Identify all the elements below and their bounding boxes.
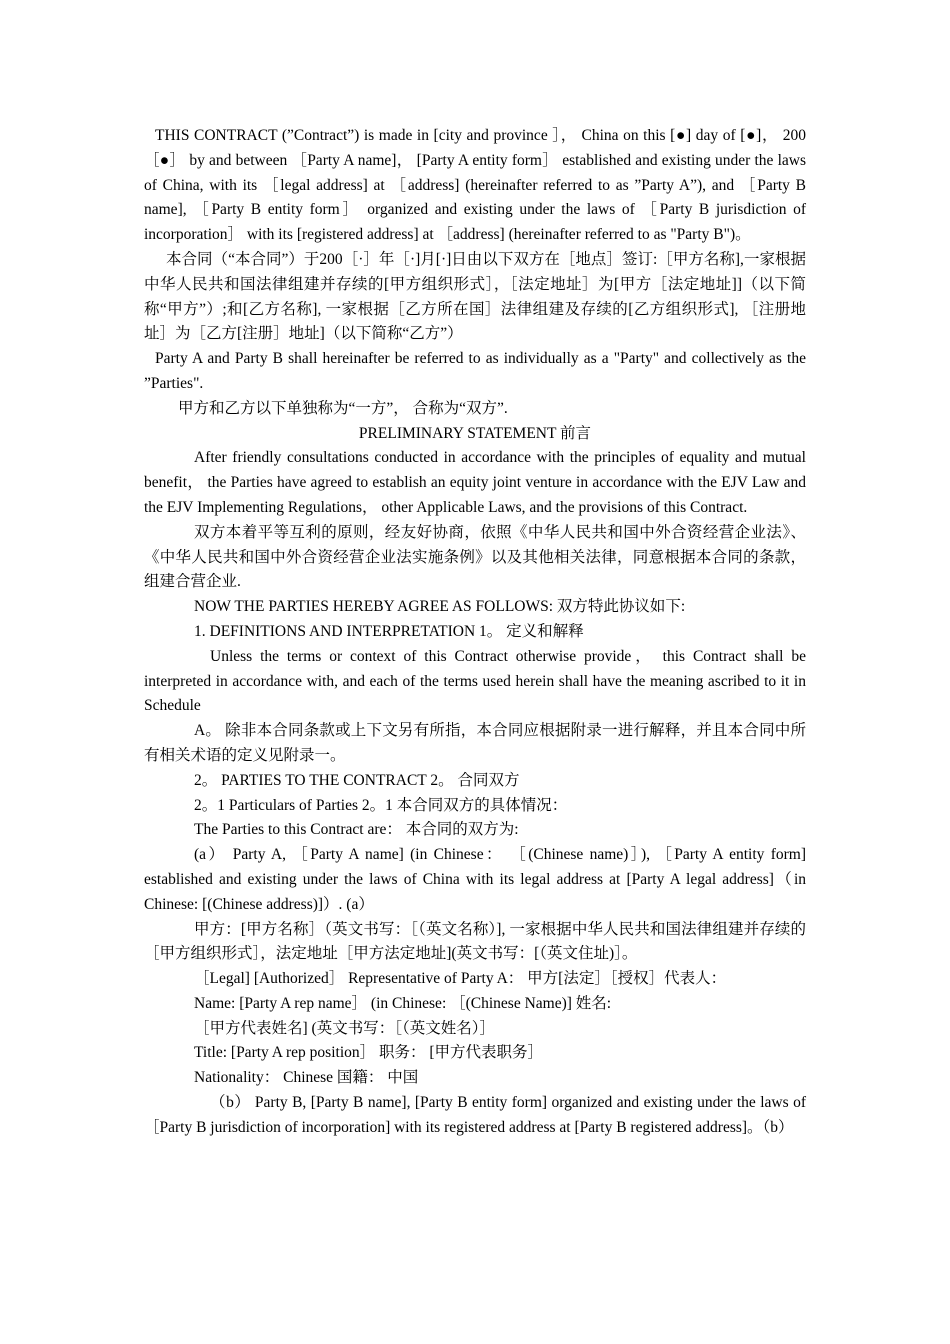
preliminary-statement-heading: PRELIMINARY STATEMENT 前言	[358, 424, 592, 442]
party-b-particulars-en: （b） Party B, [Party B name], [Party B entity form] organized and existing under the laws of ［Party B jurisdiction of incorporation] with its registered address at [Party B registered address]。（b）	[144, 1094, 806, 1136]
contract-preamble-zh: 本合同（“本合同”）于200［·］年［·]月[·]日由以下双方在［地点］签订:［甲方名称],一家根据中华人民共和国法律组建并存续的[甲方组织形式］，［法定地址］为[甲方［法定地址]]（以下简称“甲方”）;和[乙方名称], 一家根据［乙方所在国］法律组建及存续的[乙方组织形式], ［注册地址］为［乙方[注册］地址]（以下简称“乙方”）	[144, 250, 806, 343]
party-a-particulars-en: (a） Party A, ［Party A name] (in Chinese： ［(Chinese name)］), ［Party A entity form] established and existing under the laws of China with its legal address at [Party A legal address]（in Chinese: [(Chinese address)]）. (a）	[144, 846, 806, 913]
preliminary-statement-en: After friendly consultations conducted in accordance with the principles of equality and mutual benefit， the Parties have agreed to establish an equity joint venture in accordance with the EJV Law and the EJV Implementing Regulations， other Applicable Laws, and the provisions of this Contract.	[144, 449, 806, 516]
agreement-intro: NOW THE PARTIES HEREBY AGREE AS FOLLOWS: 双方特此协议如下:	[194, 598, 686, 616]
preliminary-statement-zh: 双方本着平等互利的原则，经友好协商，依照《中华人民共和国中外合资经营企业法》、《中华人民共和国中外合资经营企业法实施条例》以及其他相关法律，同意根据本合同的条款，组建合营企业.	[144, 523, 806, 591]
party-a-rep-nationality: Nationality： Chinese 国籍： 中国	[194, 1069, 419, 1087]
section-1-heading: 1. DEFINITIONS AND INTERPRETATION 1。 定义和解释	[194, 622, 584, 640]
section-2-1-heading: 2。1 Particulars of Parties 2。1 本合同双方的具体情况：	[194, 796, 568, 814]
document-body	[144, 124, 806, 1141]
party-a-particulars-zh: 甲方：[甲方名称］（英文书写：［（英文名称）], 一家根据中华人民共和国法律组建并存续的［甲方组织形式］，法定地址［甲方法定地址](英文书写：[（英文住址)］。	[144, 920, 806, 963]
definitions-zh: A。 除非本合同条款或上下文另有所指，本合同应根据附录一进行解释，并且本合同中所有相关术语的定义见附录一。	[144, 722, 806, 764]
parties-definition-zh: 甲方和乙方以下单独称为“一方”， 合称为“双方”.	[178, 399, 508, 417]
parties-definition-en: Party A and Party B shall hereinafter be referred to as individually as a "Party" and collectively as the ”Parties".	[144, 350, 806, 392]
party-a-rep-name: Name: [Party A rep name］ (in Chinese: ［(Chinese Name)] 姓名:	[194, 994, 612, 1012]
parties-intro: The Parties to this Contract are： 本合同的双方为:	[194, 821, 519, 839]
party-a-rep-name-zh: ［甲方代表姓名] (英文书写：［（英文姓名）］	[194, 1019, 495, 1037]
definitions-en: Unless the terms or context of this Contract otherwise provide， this Contract shall be interpreted in accordance with, and each of the terms used herein shall have the meaning ascribed to it in Schedule	[144, 647, 806, 715]
section-2-heading: 2。 PARTIES TO THE CONTRACT 2。 合同双方	[194, 771, 520, 789]
contract-preamble-en: THIS CONTRACT (”Contract”) is made in [city and province ］， China on this [●] day of [●]， 200［●］ by and between ［Party A name]， [Party A entity form］ established and existing under the laws of China, with its ［legal address] at ［address] (hereinafter referred to as ”Party A”), and ［Party B name], ［Party B entity form］ organized and existing under the laws of ［Party B jurisdiction of incorporation］ with its [registered address] at ［address] (hereinafter referred to as "Party B")。	[144, 127, 806, 244]
party-a-representative: ［Legal] [Authorized］ Representative of Party A： 甲方[法定］［授权］代表人：	[194, 970, 727, 988]
party-a-rep-title: Title: [Party A rep position］ 职务： [甲方代表职务］	[194, 1044, 544, 1062]
